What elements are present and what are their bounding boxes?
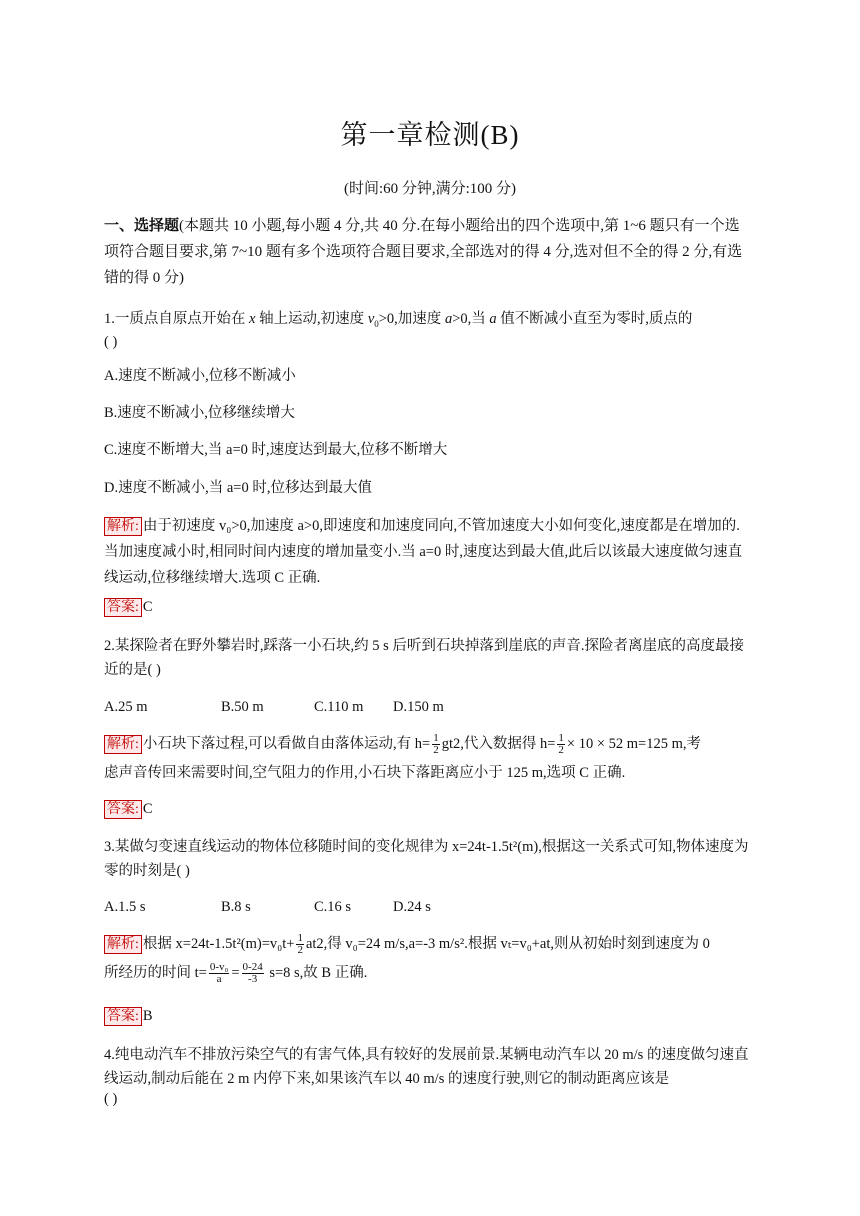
question-1-option-d: D.速度不断减小,当 a=0 时,位移达到最大值: [104, 480, 372, 496]
fraction-numeric: $\frac{0-24}{-3}$: [242, 961, 263, 985]
question-1-stem: 1.一质点自原点开始在 x 轴上运动,初速度 $v_0>0$,加速度 a>0,当 a 值不断减小直至为零时,质点的: [104, 311, 693, 329]
fraction-one-half: $\frac{1}{2}$: [297, 932, 303, 956]
question-1-option-c: C.速度不断增大,当 a=0 时,速度达到最大,位移不断增大: [104, 442, 448, 458]
question-1-answer-bracket: ( ): [104, 334, 118, 350]
fraction-one-half: $\frac{1}{2}$: [558, 732, 564, 756]
question-3-option-d: D.24 s: [393, 899, 431, 915]
fraction-one-half: $\frac{1}{2}$: [433, 732, 439, 756]
page-title: 第一章检测(B): [340, 120, 520, 150]
question-4-stem: 4.纯电动汽车不排放污染空气的有害气体,具有较好的发展前景.某辆电动汽车以 20 m/s 的速度做匀速直线运动,制动后能在 2 m 内停下来,如果该汽车以 40 m/s 的速度行驶,则它的制动距离应该是: [104, 1047, 749, 1087]
question-1-analysis: [104, 513, 749, 591]
question-3-analysis-line-1: 解析: 根据 x=24t-1.5t²(m)=v₀t+ $\frac{1}{2}$ at2,得 v₀=24 m/s,a=-3 m/s².根据 vₜ=v₀+at,则从初始时刻到速度为 0: [104, 933, 710, 956]
answer-label: 答案:: [104, 1007, 142, 1026]
question-3-answer-value: B: [142, 1008, 153, 1024]
question-1-option-b: B.速度不断减小,位移继续增大: [104, 405, 295, 421]
question-2-option-c: C.110 m: [314, 699, 364, 715]
question-2-answer: [104, 800, 153, 819]
answer-label: 答案:: [104, 800, 142, 819]
question-2-stem: 2.某探险者在野外攀岩时,踩落一小石块,约 5 s 后听到石块掉落到崖底的声音.探险者离崖底的高度最接近的是( ): [104, 638, 745, 678]
question-2-option-a: A.25 m: [104, 699, 148, 715]
analysis-label: 解析:: [104, 735, 142, 754]
section-heading: 一、选择题: [104, 218, 180, 234]
fraction-time: $\frac{\text{0-v₀}}{a}$: [209, 961, 229, 985]
question-2-option-b: B.50 m: [221, 699, 264, 715]
question-1-analysis-text: 由于初速度 v₀>0,加速度 a>0,即速度和加速度同向,不管加速度大小如何变化,速度都是在增加的.当加速度减小时,相同时间内速度的增加量变小.当 a=0 时,速度达到最大值,此后以该最大速度做匀速直线运动,位移继续增大.选项 C 正确.: [104, 518, 743, 586]
question-1-answer: [104, 598, 153, 617]
question-3-option-a: A.1.5 s: [104, 899, 146, 915]
question-4-answer-bracket: ( ): [104, 1091, 118, 1107]
question-3-analysis-line-2: 所经历的时间 t= $\frac{\text{0-v₀}}{a}$ = $\frac{0-24}{-3}$ s=8 s,故 B 正确.: [104, 961, 368, 985]
question-3-option-b: B.8 s: [221, 899, 251, 915]
question-1-option-a: A.速度不断减小,位移不断减小: [104, 368, 296, 384]
question-2-option-d: D.150 m: [393, 699, 444, 715]
analysis-label: 解析:: [104, 517, 142, 536]
question-1-answer-value: C: [142, 599, 153, 615]
section-description: (本题共 10 小题,每小题 4 分,共 40 分.在每小题给出的四个选项中,第 1~6 题只有一个选项符合题目要求,第 7~10 题有多个选项符合题目要求,全部选对的得 4 分,选对但不全的得 2 分,有选错的得 0 分): [104, 218, 743, 286]
question-2-analysis-line-1: 解析: 小石块下落过程,可以看做自由落体运动,有 h= $\frac{1}{2}$ gt2,代入数据得 h= $\frac{1}{2}$ × 10 × 52 m=125 m,考: [104, 733, 701, 756]
answer-label: 答案:: [104, 598, 142, 617]
analysis-label: 解析:: [104, 935, 142, 954]
question-2-analysis-line-2: 虑声音传回来需要时间,空气阻力的作用,小石块下落距离应小于 125 m,选项 C 正确.: [104, 765, 626, 781]
question-2-answer-value: C: [142, 801, 153, 817]
question-3-answer: [104, 1007, 153, 1026]
question-3-stem: 3.某做匀变速直线运动的物体位移随时间的变化规律为 x=24t-1.5t²(m),根据这一关系式可知,物体速度为零的时刻是( ): [104, 839, 749, 879]
exam-info: (时间:60 分钟,满分:100 分): [343, 181, 517, 197]
section-header: [104, 213, 749, 291]
question-3-option-c: C.16 s: [314, 899, 352, 915]
